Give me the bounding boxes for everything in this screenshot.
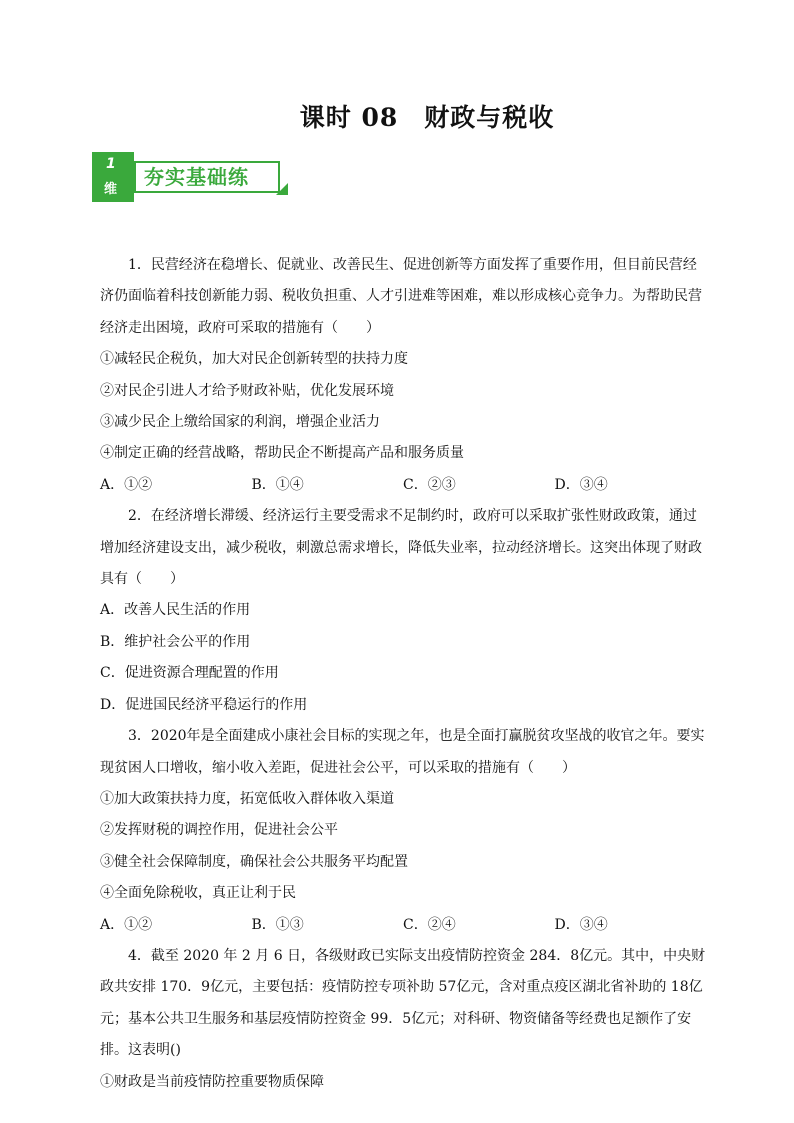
question-4	[100, 941, 706, 1098]
question-1	[100, 250, 706, 501]
choice-a[interactable]: A．①②	[100, 476, 153, 493]
badge-number-block	[92, 152, 134, 202]
choice-a[interactable]: A．改善人民生活的作用	[100, 602, 251, 619]
answer-choices	[100, 470, 706, 501]
choice-a[interactable]: A．①②	[100, 916, 153, 933]
choice-c[interactable]: C．②④	[403, 916, 456, 933]
choice-b[interactable]: B．①③	[251, 916, 304, 933]
question-2	[100, 501, 706, 721]
answer-choices	[100, 910, 706, 941]
question-stem: 3．2020年是全面建成小康社会目标的实现之年，也是全面打赢脱贫攻坚战的收官之年。要实现贫困人口增收，缩小收入差距，促进社会公平，可以采取的措施有（ ）	[100, 728, 705, 776]
statement-item: ③健全社会保障制度，确保社会公共服务平均配置	[100, 853, 408, 870]
question-stem: 1．民营经济在稳增长、促就业、改善民生、促进创新等方面发挥了重要作用，但目前民营经济仍面临着科技创新能力弱、税收负担重、人才引进难等困难，难以形成核心竞争力。为帮助民营经济走出困境，政府可采取的措施有（ ）	[100, 257, 702, 336]
statement-item: ①减轻民企税负，加大对民企创新转型的扶持力度	[100, 351, 408, 368]
statement-item: ③减少民企上缴给国家的利润，增强企业活力	[100, 414, 380, 431]
question-3	[100, 721, 706, 941]
badge-label: 夯实基础练	[134, 161, 280, 193]
choice-c[interactable]: C．②③	[403, 476, 456, 493]
badge-number: 1	[106, 156, 116, 172]
badge-suffix: 维	[104, 182, 118, 197]
badge-corner-icon	[276, 183, 288, 195]
question-stem: 2．在经济增长滞缓、经济运行主要受需求不足制约时，政府可以采取扩张性财政政策，通过增加经济建设支出，减少税收，刺激总需求增长，降低失业率，拉动经济增长。这突出体现了财政具有（ ）	[100, 508, 702, 588]
statement-item: ①加大政策扶持力度，拓宽低收入群体收入渠道	[100, 790, 394, 807]
choice-d[interactable]: D．促进国民经济平稳运行的作用	[100, 696, 308, 713]
choice-b[interactable]: B．①④	[251, 476, 304, 493]
choice-c[interactable]: C．促进资源合理配置的作用	[100, 665, 279, 682]
question-list	[100, 250, 706, 1098]
statement-item: ④制定正确的经营战略，帮助民企不断提高产品和服务质量	[100, 445, 464, 462]
statement-item: ④全面免除税收，真正让利于民	[100, 885, 296, 902]
choice-d[interactable]: D．③④	[554, 916, 608, 933]
choice-d[interactable]: D．③④	[554, 476, 608, 493]
statement-item: ①财政是当前疫情防控重要物质保障	[100, 1073, 324, 1090]
choice-b[interactable]: B．维护社会公平的作用	[100, 633, 251, 650]
section-badge	[92, 152, 288, 202]
question-stem: 4．截至 2020 年 2 月 6 日，各级财政已实际支出疫情防控资金 284．8亿元。其中，中央财政共安排 170．9亿元，主要包括：疫情防控专项补助 57亿元，含对重点疫区湖北省补助的 18亿元；基本公共卫生服务和基层疫情防控资金 99．5亿元；对科研、物资储备等经费也足额作了安排。这表明()	[100, 947, 706, 1059]
page-title: 课时 08 财政与税收	[299, 103, 555, 132]
statement-item: ②发挥财税的调控作用，促进社会公平	[100, 822, 338, 839]
statement-item: ②对民企引进人才给予财政补贴，优化发展环境	[100, 382, 394, 399]
